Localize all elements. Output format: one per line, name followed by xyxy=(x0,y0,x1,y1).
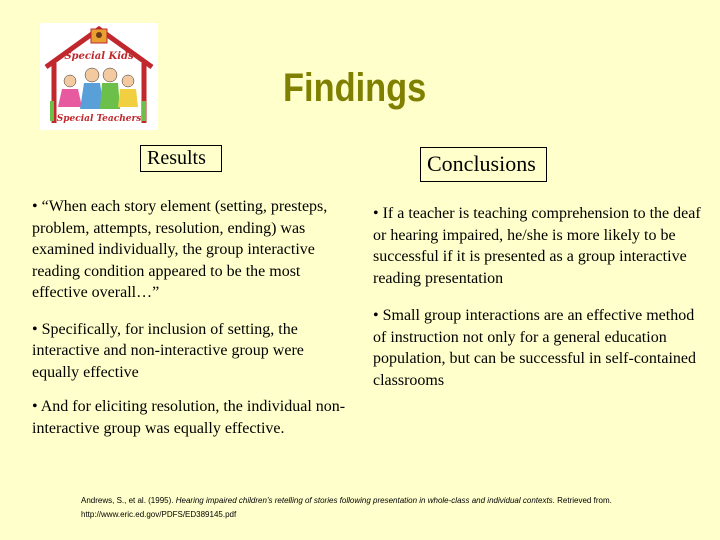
results-heading: Results xyxy=(140,145,222,172)
results-bullet: • And for eliciting resolution, the individual non-interactive group was equally effective. xyxy=(32,398,346,437)
results-bullet: • Specifically, for inclusion of setting, the interactive and non-interactive group were equally effective xyxy=(32,320,304,381)
page-title: Findings xyxy=(283,66,427,110)
conclusions-column xyxy=(373,203,703,391)
conclusions-heading: Conclusions xyxy=(420,147,547,182)
results-column xyxy=(32,196,350,439)
citation-authors: Andrews, S., et al. (1995). xyxy=(81,496,174,505)
logo-top-text: Special Kids xyxy=(64,51,134,62)
citation xyxy=(81,494,720,522)
special-kids-logo xyxy=(40,23,158,130)
citation-retrieved: Retrieved from. http://www.eric.ed.gov/PDFS/ED389145.pdf xyxy=(81,496,612,519)
logo-bottom-text: Special Teachers xyxy=(56,114,142,124)
citation-title: Hearing impaired children’s retelling of stories following presentation in whole-class and individual contexts. xyxy=(175,496,555,505)
conclusions-bullet: • Small group interactions are an effective method of instruction not only for a general education population, but can be successful in self-contained classrooms xyxy=(373,307,697,389)
conclusions-bullet: • If a teacher is teaching comprehension to the deaf or hearing impaired, he/she is more likely to be successful if it is presented as a group interactive reading presentation xyxy=(373,205,701,287)
results-bullet: • “When each story element (setting, presteps, problem, attempts, resolution, ending) was examined individually, the group interactive reading condition appeared to be the most effective overall…” xyxy=(32,198,328,301)
